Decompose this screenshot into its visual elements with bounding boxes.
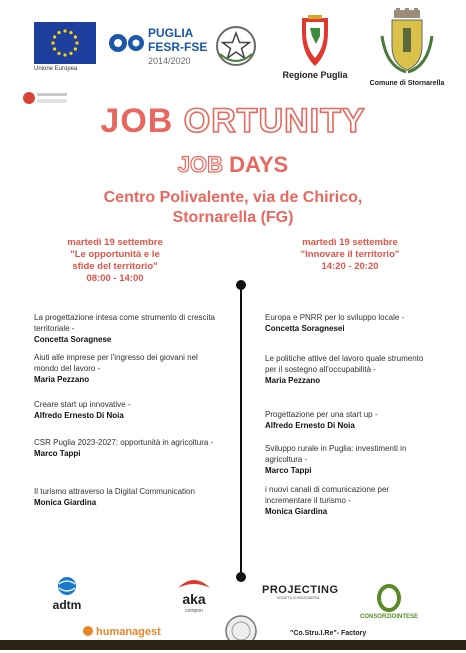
consorzio-intese-logo [357,584,421,620]
agenda-topic: Europa e PNRR per lo sviluppo locale - [265,313,405,322]
title-job: JOB [100,102,174,140]
event-subtitle [0,152,466,178]
agenda-item [265,353,435,386]
puglia-fesr-line2: FESR-FSE [148,40,208,54]
session-theme: "Innovare il territorio" [300,249,400,260]
agenda-item [34,486,224,508]
agenda-speaker: Marco Tappi [34,449,81,458]
agenda-topic: CSR Puglia 2023-2027: opportunità in agricoltura - [34,438,214,447]
puglia-fesr-logo [108,22,208,64]
session-date: martedì 19 settembre [302,237,398,248]
agenda-item [34,437,224,459]
eu-flag-logo [34,22,96,64]
subtitle-days: DAYS [229,152,289,177]
agenda-speaker: Monica Giardina [265,507,328,516]
comune-caption: Comune di Stornarella [369,80,445,87]
venue-line-2: Stornarella (FG) [172,209,294,226]
session-time: 08:00 - 14:00 [86,273,144,284]
puglia-fesr-line1: PUGLIA [148,26,194,40]
agenda-topic: La progettazione intesa come strumento di crescita territoriale - [34,313,215,333]
agenda-topic: Creare start up innovative - [34,400,131,409]
agenda-speaker: Marco Tappi [265,466,312,475]
agenda-speaker: Maria Pezzano [265,376,321,385]
projecting-name: PROJECTING [262,584,339,596]
agenda-speaker: Maria Pezzano [34,375,90,384]
agenda-speaker: Alfredo Ernesto Di Noia [34,411,124,420]
timeline-dot-bottom [236,572,246,582]
venue [0,188,466,228]
session-theme: "Le opportunità e le [70,249,160,260]
projecting-sub: SOCIETÀ DI INGEGNERIA [276,596,320,600]
session-date: martedì 19 settembre [67,237,163,248]
comune-stornarella-crest-icon [376,6,438,78]
agenda-item [34,352,224,385]
humanagest-text: humanagest [96,626,161,638]
venue-line-1: Centro Polivalente, via de Chirico, [103,189,363,206]
timeline-dot-top [236,280,246,290]
agenda-topic: Sviluppo rurale in Puglia: investimenti in agricoltura - [265,444,407,464]
puglia-fesr-line3: 2014/2020 [148,56,191,66]
aka-logo [170,574,218,614]
adtm-text: adtm [52,598,82,612]
agenda-topic: Il turismo attraverso la Digital Communication [34,487,195,496]
agenda-item [265,409,435,431]
italian-republic-emblem-icon [214,24,258,68]
humanagest-logo [82,622,162,640]
aka-text: aka [182,591,206,607]
agenda-topic: Progettazione per una start up - [265,410,378,419]
session-theme: sfide del territorio" [72,261,158,272]
event-title [0,102,466,141]
eu-caption: Unione Europea [34,66,78,72]
session-morning [40,237,190,285]
agenda-topic: Le politiche attive del lavoro quale strumento per il sostegno all'occupabilità - [265,354,424,374]
costru-factory-logo: "Co.Stru.I.Re"- Factory [290,630,367,637]
agenda-speaker: Monica Giardina [34,498,97,507]
agenda-item [34,399,224,421]
subtitle-job: JOB [177,152,223,177]
regione-caption: Regione Puglia [282,70,348,80]
agenda-topic: i nuovi canali di comunicazione per incrementare il turismo - [265,485,390,505]
session-afternoon [270,237,430,273]
agenda-speaker: Concetta Soragnesei [265,324,345,333]
agenda-item [265,443,435,476]
title-ortunity: ORTUNITY [183,102,366,140]
aka-sub: compon [185,608,203,614]
agenda-speaker: Concetta Soragnese [34,335,112,344]
agenda-item [265,484,435,517]
bottom-decor-strip [0,640,466,650]
agenda-speaker: Alfredo Ernesto Di Noia [265,421,355,430]
agenda-item [265,312,435,334]
puglia-p-icon [108,28,148,58]
consorzio-text: CONSORZIOINTESE [359,614,419,620]
agenda-topic: Aiuti alle imprese per l'ingresso dei giovani nel mondo del lavoro - [34,353,198,373]
projecting-logo [262,584,339,600]
adtm-logo [42,575,92,613]
session-time: 14:20 - 20:20 [321,261,379,272]
timeline-divider [240,284,242,576]
agenda-item [34,312,224,345]
